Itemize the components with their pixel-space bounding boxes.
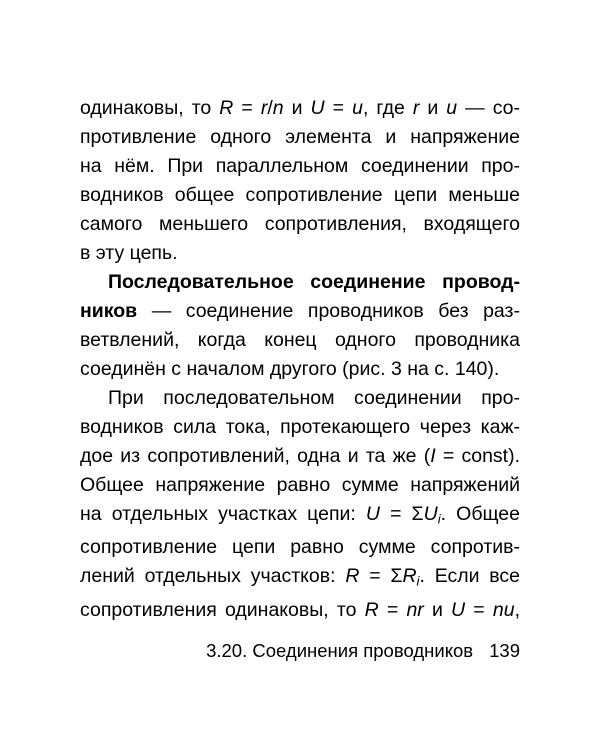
text-line <box>80 326 520 355</box>
text-segment: на нём. При параллельном соединении про- <box>80 155 520 177</box>
text-segment: Последовательное соединение провод- <box>108 271 520 293</box>
text-segment: R <box>219 97 234 119</box>
text-segment: = Σ <box>380 503 424 525</box>
text-segment: = <box>378 598 407 621</box>
text-segment: дое из сопротивлений, одна и та же ( <box>80 445 431 467</box>
text-segment: и <box>423 598 452 621</box>
text-segment: U <box>451 598 466 621</box>
text-segment: / <box>267 97 273 119</box>
text-line <box>80 355 520 384</box>
text-segment: = <box>324 97 353 119</box>
text-segment: самого меньшего сопротивления, входящего <box>80 213 520 235</box>
text-segment: При последовательном соединении про- <box>108 387 520 409</box>
text-segment: = <box>233 97 261 119</box>
text-segment: U <box>365 503 381 525</box>
text-segment: = <box>465 598 493 621</box>
text-segment: противление одного элемента и напряжение <box>80 126 520 148</box>
text-segment: r <box>412 97 420 119</box>
text-segment: сопротивление цепи равно сумме сопротив- <box>80 536 520 559</box>
text-segment: = const). <box>435 445 520 467</box>
text-segment: R <box>364 598 379 621</box>
text-segment: = Σ <box>359 565 403 588</box>
text-segment: . Если все <box>419 565 521 588</box>
text-segment: — со- <box>457 97 521 119</box>
text-segment: , <box>514 598 520 621</box>
text-segment: nu <box>492 598 515 621</box>
text-segment: U <box>423 503 438 525</box>
text-segment: u <box>446 97 458 119</box>
text-line <box>80 239 520 268</box>
text-segment: i <box>416 573 420 589</box>
text-line <box>80 181 520 210</box>
footer-page-number: 139 <box>489 639 520 661</box>
text-segment: и <box>283 97 311 119</box>
page-footer <box>80 639 520 663</box>
text-block <box>80 94 520 625</box>
text-line <box>80 384 520 413</box>
text-segment: ветвлений, когда конец одного проводника <box>80 329 520 351</box>
text-segment: . Общее <box>440 503 520 525</box>
text-segment: ников <box>80 300 138 322</box>
text-line <box>80 596 520 625</box>
text-segment: U <box>310 97 325 119</box>
text-line <box>80 413 520 442</box>
footer-section-label: 3.20. Соединения проводников <box>206 639 474 661</box>
text-segment: соединён с началом другого (рис. 3 на с. 140). <box>80 358 500 380</box>
text-segment: в эту цепь. <box>80 242 178 264</box>
text-segment: Общее напряжение равно сумме напряжений <box>80 474 520 496</box>
text-line <box>80 123 520 152</box>
text-segment: , где <box>362 97 413 119</box>
text-segment: i <box>437 511 441 527</box>
text-segment: R <box>402 565 417 588</box>
text-line <box>80 94 520 123</box>
text-segment: u <box>352 97 363 119</box>
text-segment: и <box>419 97 447 119</box>
text-segment: R <box>345 565 360 588</box>
text-line <box>80 442 520 471</box>
text-segment: на отдельных участках цепи: <box>80 503 366 525</box>
text-segment: одинаковы, то <box>80 97 220 119</box>
text-line <box>80 500 520 533</box>
text-line <box>80 152 520 181</box>
text-line <box>80 268 520 297</box>
text-segment: сопротивления одинаковы, то <box>80 598 365 621</box>
text-line <box>80 210 520 239</box>
text-segment: водников сила тока, протекающего через каж- <box>80 416 520 438</box>
text-segment: I <box>430 445 436 467</box>
text-segment: nr <box>406 598 424 621</box>
text-segment: лений отдельных участков: <box>80 565 346 588</box>
text-segment: — соединение проводников без раз- <box>137 300 520 322</box>
text-segment: водников общее сопротивление цепи меньше <box>80 184 520 206</box>
text-line <box>80 562 520 595</box>
text-segment: r <box>260 97 268 119</box>
text-line <box>80 297 520 326</box>
text-line <box>80 471 520 500</box>
text-line <box>80 533 520 562</box>
text-segment: n <box>272 97 284 119</box>
